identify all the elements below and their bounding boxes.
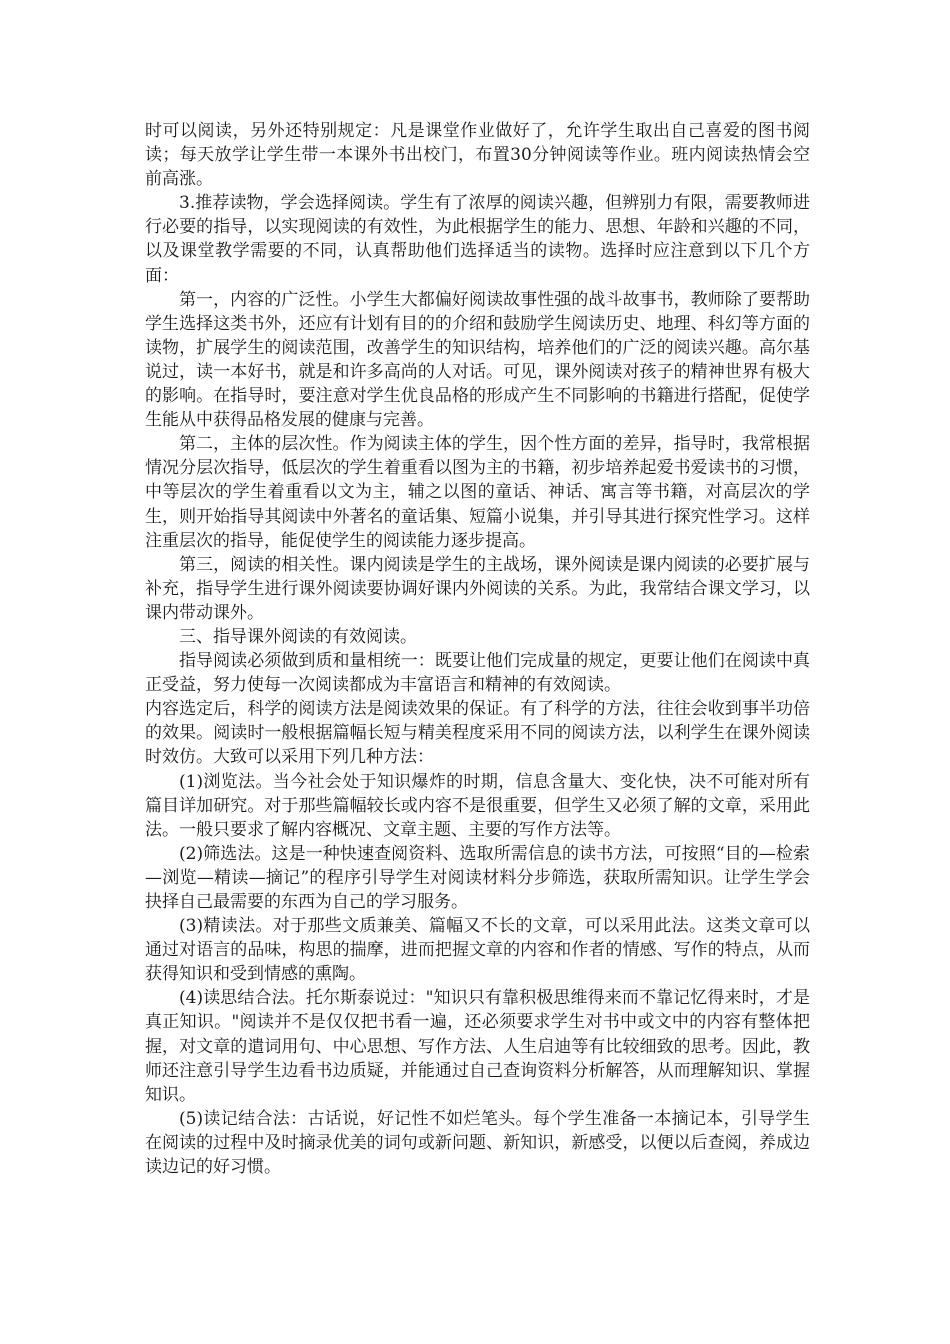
paragraph-method-intensive: (3)精读法。对于那些文质兼美、篇幅又不长的文章，可以采用此法。这类文章可以通过对语言的品味，构思的揣摩，进而把握文章的内容和作者的情感、写作的特点，从而获得知识和受到情感的熏陶。	[145, 916, 810, 985]
paragraph-method-browse: (1)浏览法。当今社会处于知识爆炸的时期，信息含量大、变化快，决不可能对所有篇目详加研究。对于那些篇幅较长或内容不是很重要，但学生又必须了解的文章，采用此法。一般只要求了解内容概况、文章主题、主要的写作方法等。	[145, 771, 810, 840]
paragraph-content-breadth: 第一，内容的广泛性。小学生大都偏好阅读故事性强的战斗故事书，教师除了要帮助学生选择这类书外，还应有计划有目的的介绍和鼓励学生阅读历史、地理、科幻等方面的读物，扩展学生的阅读范围，改善学生的知识结构，培养他们的广泛的阅读兴趣。高尔基说过，读一本好书，就是和许多高尚的人对话。可见，课外阅读对孩子的精神世界有极大的影响。在指导时，要注意对学生优良品格的形成产生不同影响的书籍进行搭配，促使学生能从中获得品格发展的健康与完善。	[145, 289, 810, 431]
paragraph-subject-levels: 第二，主体的层次性。作为阅读主体的学生，因个性方面的差异，指导时，我常根据情况分层次指导，低层次的学生着重看以图为主的书籍，初步培养起爱书爱读书的习惯，中等层次的学生着重看以文为主，辅之以图的童话、神话、寓言等书籍，对高层次的学生，则开始指导其阅读中外著名的童话集、短篇小说集，并引导其进行探究性学习。这样注重层次的指导，能促使学生的阅读能力逐步提高。	[145, 434, 810, 551]
paragraph-method-filter: (2)筛选法。这是一种快速查阅资料、选取所需信息的读书方法，可按照“目的—检索—浏览—精读—摘记”的程序引导学生对阅读材料分步筛选，获取所需知识。让学生学会抉择自己最需要的东西为自己的学习服务。	[145, 843, 810, 912]
paragraph-method-read-think: (4)读思结合法。托尔斯泰说过："知识只有靠积极思维得来而不靠记忆得来时，才是真正知识。"阅读并不是仅仅把书看一遍，还必须要求学生对书中或文中的内容有整体把握，对文章的遣词用句、中心思想、写作方法、人生启迪等有比较细致的思考。因此，教师还注意引导学生边看书边质疑，并能通过自己查询资料分析解答，从而理解知识、掌握知识。	[145, 988, 810, 1105]
paragraph-recommend-books: 3.推荐读物，学会选择阅读。学生有了浓厚的阅读兴趣，但辨别力有限，需要教师进行必要的指导，以实现阅读的有效性，为此根据学生的能力、思想、年龄和兴趣的不同，以及课堂教学需要的不同，认真帮助他们选择适当的读物。选择时应注意到以下几个方面：	[145, 193, 810, 286]
paragraph-reading-time: 时可以阅读，另外还特别规定：凡是课堂作业做好了，允许学生取出自己喜爱的图书阅读；每天放学让学生带一本课外书出校门，布置30分钟阅读等作业。班内阅读热情会空前高涨。	[145, 121, 810, 190]
paragraph-reading-relevance: 第三，阅读的相关性。课内阅读是学生的主战场，课外阅读是课内阅读的必要扩展与补充，指导学生进行课外阅读要协调好课内外阅读的关系。为此，我常结合课文学习，以课内带动课外。	[145, 554, 810, 623]
paragraph-method-read-note: (5)读记结合法：古话说，好记性不如烂笔头。每个学生准备一本摘记本，引导学生在阅读的过程中及时摘录优美的词句或新问题、新知识，新感受，以便以后查阅，养成边读边记的好习惯。	[145, 1108, 810, 1178]
section-heading-effective-reading: 三、指导课外阅读的有效阅读。	[179, 626, 417, 647]
document-body	[145, 119, 810, 1179]
paragraph-reading-methods-intro: 内容选定后，科学的阅读方法是阅读效果的保证。有了科学的方法，往往会收到事半功倍的效果。阅读时一般根据篇幅长短与精美程度采用不同的阅读方法，以利学生在课外阅读时效仿。大致可以采用下列几种方法：	[145, 699, 810, 768]
paragraph-quality-quantity: 指导阅读必须做到质和量相统一：既要让他们完成量的规定，更要让他们在阅读中真正受益，努力使每一次阅读都成为丰富语言和精神的有效阅读。	[145, 651, 810, 696]
